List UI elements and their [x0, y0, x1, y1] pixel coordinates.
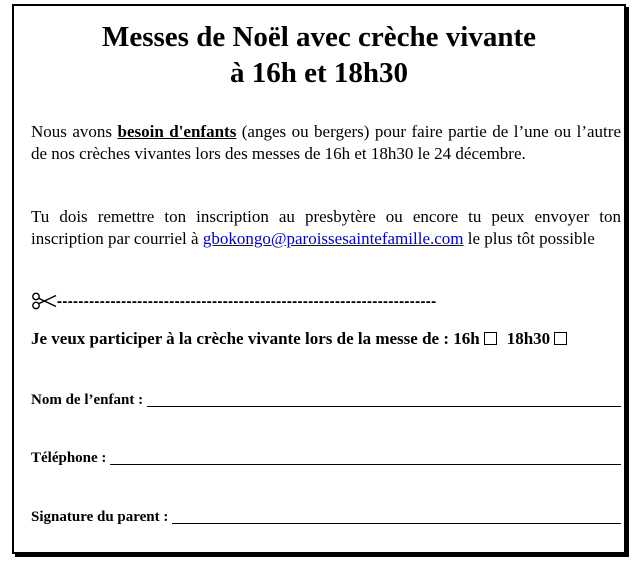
- option-18h30-label: 18h30: [506, 329, 551, 348]
- instructions-suffix: le plus tôt possible: [463, 229, 595, 248]
- dashed-cut-line: -----------------------------------------------------------------------: [57, 292, 437, 310]
- phone-field: [31, 446, 621, 468]
- parent-signature-field: [31, 505, 621, 527]
- phone-label: Téléphone :: [31, 450, 107, 466]
- parent-signature-label: Signature du parent :: [31, 509, 169, 525]
- flyer-frame: [12, 4, 626, 554]
- title-line-1: Messes de Noël avec crèche vivante: [101, 21, 537, 53]
- instructions-paragraph: [31, 206, 621, 250]
- option-16h-checkbox[interactable]: [484, 332, 497, 345]
- option-16h-label: 16h: [453, 329, 480, 348]
- scissors-icon: [31, 292, 57, 310]
- mass-time-choice: [31, 328, 623, 350]
- option-18h30-checkbox[interactable]: [554, 332, 567, 345]
- intro-highlight: besoin d'enfants: [117, 122, 237, 141]
- title-line-2: à 16h et 18h30: [229, 57, 409, 89]
- child-name-blank[interactable]: [147, 390, 621, 407]
- intro-paragraph: [31, 121, 621, 165]
- choice-label: Je veux participer à la crèche vivante lors de la messe de :: [31, 329, 454, 348]
- intro-suffix: (anges ou bergers) pour faire partie de l’une ou l’autre de nos crèches vivantes lors des messes de 16h et 18h30 le 24 décembre.: [31, 122, 621, 163]
- instructions-prefix: Tu dois remettre ton inscription au presbytère ou encore tu peux envoyer ton inscription par courriel à: [31, 207, 621, 248]
- parent-signature-blank[interactable]: [172, 507, 621, 524]
- email-link[interactable]: gbokongo@paroissesaintefamille.com: [202, 229, 464, 248]
- cut-line: [31, 292, 623, 314]
- child-name-field: [31, 388, 621, 410]
- phone-blank[interactable]: [110, 448, 621, 465]
- child-name-label: Nom de l’enfant :: [31, 392, 144, 408]
- intro-prefix: Nous avons: [31, 122, 118, 141]
